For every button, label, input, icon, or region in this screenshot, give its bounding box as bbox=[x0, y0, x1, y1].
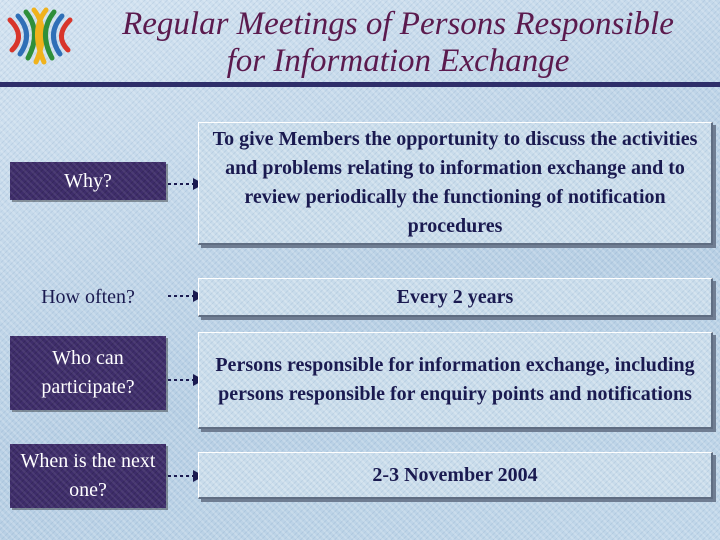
question-how-often: How often? bbox=[41, 285, 135, 308]
title-line-1: Regular Meetings of Persons Responsible bbox=[122, 6, 674, 42]
answer-how-often: Every 2 years bbox=[198, 278, 713, 317]
answer-why: To give Members the opportunity to discuss the activities and problems relating to information exchange and to review periodically the functioning of notification procedures bbox=[198, 122, 713, 245]
wto-logo-icon bbox=[4, 6, 76, 74]
answer-who-can-participate: Persons responsible for information exchange, including persons responsible for enquiry points and notifications bbox=[198, 332, 713, 429]
answer-when-next: 2-3 November 2004 bbox=[198, 452, 713, 499]
page-title bbox=[78, 6, 718, 80]
question-who-can-participate: Who can participate? bbox=[10, 336, 166, 410]
title-line-2: for Information Exchange bbox=[226, 43, 570, 79]
title-divider bbox=[0, 82, 720, 87]
question-when-next: When is the next one? bbox=[10, 444, 166, 508]
question-why: Why? bbox=[10, 162, 166, 200]
